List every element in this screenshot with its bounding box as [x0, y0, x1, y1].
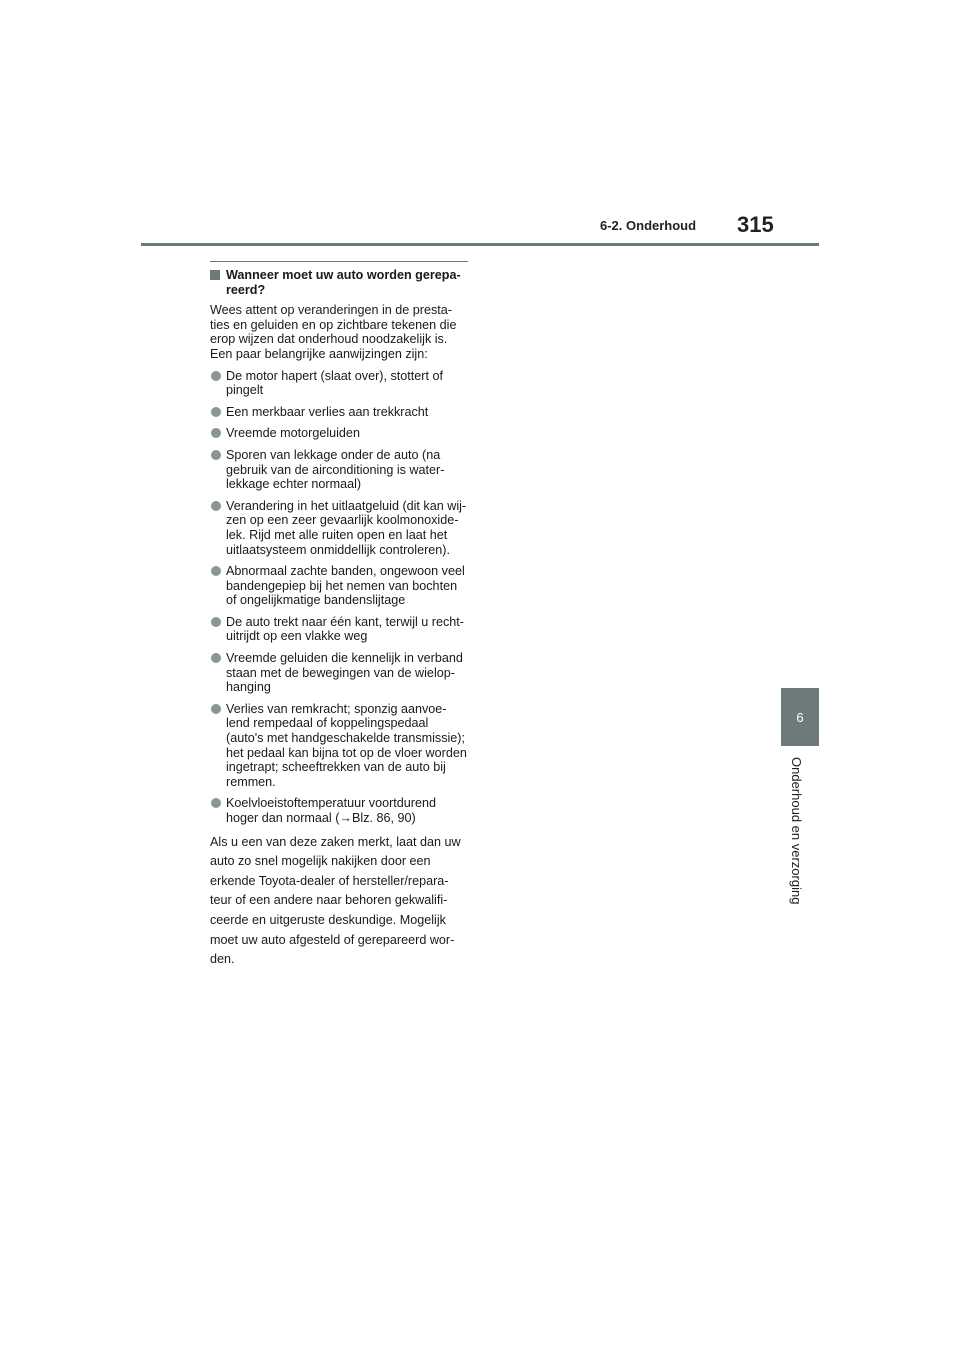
list-item-text: Een merkbaar verlies aan trekkracht: [226, 404, 429, 419]
list-item: [210, 702, 468, 790]
circle-bullet-icon: [211, 566, 221, 576]
square-bullet-icon: [210, 270, 220, 280]
list-item: [210, 448, 468, 492]
page-number: 315: [737, 212, 774, 237]
circle-bullet-icon: [211, 617, 221, 627]
main-content: [210, 261, 468, 970]
circle-bullet-icon: [211, 653, 221, 663]
list-item: [210, 426, 468, 441]
circle-bullet-icon: [211, 798, 221, 808]
list-item: [210, 615, 468, 644]
list-item-text: De auto trekt naar één kant, terwijl u recht- uitrijdt op een vlakke weg: [226, 614, 464, 644]
closing-paragraph: Als u een van deze zaken merkt, laat dan uw auto zo snel mogelijk nakijken door een erkende Toyota-dealer of hersteller/repara- teur of een andere naar behoren gekwalifi- ceerde en uitgeruste deskundige. Mogelijk moet uw auto afgesteld of gerepareerd wor- den.: [210, 834, 461, 967]
header-divider: [141, 243, 819, 246]
list-item-text: Verandering in het uitlaatgeluid (dit kan wij- zen op een zeer gevaarlijk koolmonoxide- lek. Rijd met alle ruiten open en laat het uitlaatsysteem onmiddellijk controleren).: [226, 498, 467, 557]
list-item-text: Sporen van lekkage onder de auto (na gebruik van de airconditioning is water- lekkage echter normaal): [226, 447, 445, 492]
list-item: [210, 405, 468, 420]
list-item-text: De motor hapert (slaat over), stottert of pingelt: [226, 368, 443, 398]
chapter-tab: [781, 688, 819, 746]
list-item-text: Verlies van remkracht; sponzig aanvoe- lend rempedaal of koppelingspedaal (auto's met handgeschakelde transmissie); het pedaal kan bijna tot op de vloer worden ingetrapt; scheeftrekken van de auto bij remmen.: [226, 701, 467, 789]
circle-bullet-icon: [211, 371, 221, 381]
list-item: [210, 369, 468, 398]
list-item-text: Vreemde geluiden die kennelijk in verband staan met de bewegingen van de wielop- hanging: [226, 651, 463, 695]
intro-paragraph: Wees attent op veranderingen in de presta- ties en geluiden en op zichtbare tekenen die erop wijzen dat onderhoud noodzakelijk is. Een paar belangrijke aanwijzingen zijn:: [210, 303, 457, 361]
circle-bullet-icon: [211, 407, 221, 417]
circle-bullet-icon: [211, 450, 221, 460]
symptom-list: [210, 369, 468, 826]
section-heading: [210, 268, 468, 297]
list-item: [210, 564, 468, 608]
list-item-text: Koelvloeistoftemperatuur voortdurend hoger dan normaal (→Blz. 86, 90): [226, 796, 437, 825]
list-item: [210, 651, 468, 695]
list-item: [210, 499, 468, 557]
list-item-text: Abnormaal zachte banden, ongewoon veel bandengepiep bij het nemen van bochten of ongelijkmatige bandenslijtage: [226, 564, 465, 608]
circle-bullet-icon: [211, 704, 221, 714]
circle-bullet-icon: [211, 501, 221, 511]
section-heading-text: Wanneer moet uw auto worden gerepa- reerd?: [226, 268, 461, 297]
list-item-text: Vreemde motorgeluiden: [226, 426, 360, 441]
chapter-label: Onderhoud en verzorging: [789, 757, 804, 905]
section-title: 6-2. Onderhoud: [600, 218, 697, 233]
circle-bullet-icon: [211, 428, 221, 438]
chapter-number: 6: [796, 709, 804, 725]
section-divider: [210, 261, 468, 262]
list-item: [210, 796, 468, 825]
